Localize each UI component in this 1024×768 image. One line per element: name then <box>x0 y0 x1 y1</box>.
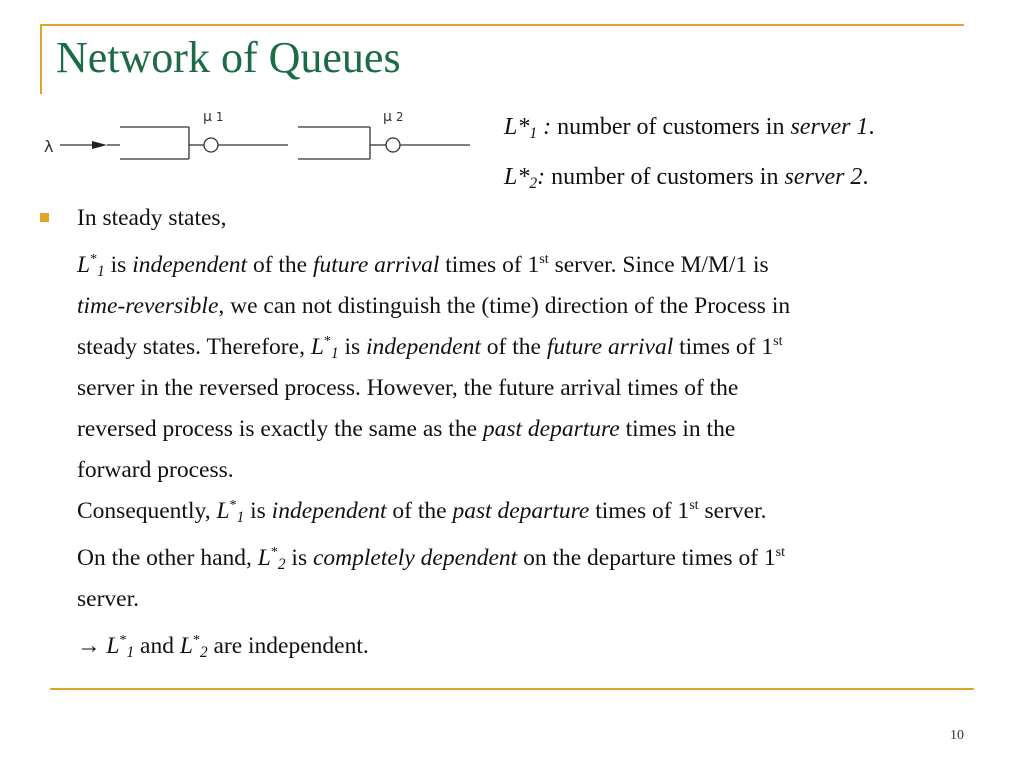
queue-1 <box>120 109 288 159</box>
paragraph-consequently: Consequently, $L^*_1$ is independent of the past departure times of 1st server. <box>77 496 767 526</box>
frame-top-line <box>40 24 964 26</box>
frame-bottom-line <box>50 688 974 690</box>
paragraph-conclusion: → $L^*_1$ and $L^*_2$ are independent. <box>77 631 369 661</box>
server-2-mu-label: μ 2 <box>383 109 404 125</box>
queue-legend <box>504 102 874 202</box>
queue-2 <box>298 109 470 159</box>
server-2-circle-icon <box>386 138 400 152</box>
right-arrow-icon: → <box>77 633 107 659</box>
frame-left-line <box>40 24 42 94</box>
page-number: 10 <box>950 728 964 743</box>
slide-body <box>77 198 957 667</box>
server-1-circle-icon <box>204 138 218 152</box>
bullet-text: In steady states, <box>77 205 227 231</box>
legend-server-2: $L*_2$: number of customers in server 2. <box>504 164 869 192</box>
bullet-marker-icon <box>40 213 49 222</box>
arrival-rate-label: λ <box>44 137 54 156</box>
queue-network-diagram <box>40 100 480 170</box>
server-1-mu-label: μ 1 <box>203 109 224 125</box>
paragraph-other-hand: On the other hand, $L^*_2$ is completely dependent on the departure times of 1st server. <box>77 543 786 612</box>
paragraph-independence: $L^*_1$ is independent of the future arrival times of 1st server. Since M/M/1 is time-reversible, we can not distinguish the (time) direction of the Process in steady states. Therefore, $L^*_1$ is independent of the future arrival times of 1st server in the reversed process. However, the future arrival times of the reversed process is exactly the same as the past departure times in the forward process. <box>77 250 791 483</box>
legend-server-1: $L*_1$ : number of customers in server 1. <box>504 114 875 142</box>
arrival-arrow-icon <box>92 141 107 149</box>
slide-title: Network of Queues <box>56 33 401 82</box>
